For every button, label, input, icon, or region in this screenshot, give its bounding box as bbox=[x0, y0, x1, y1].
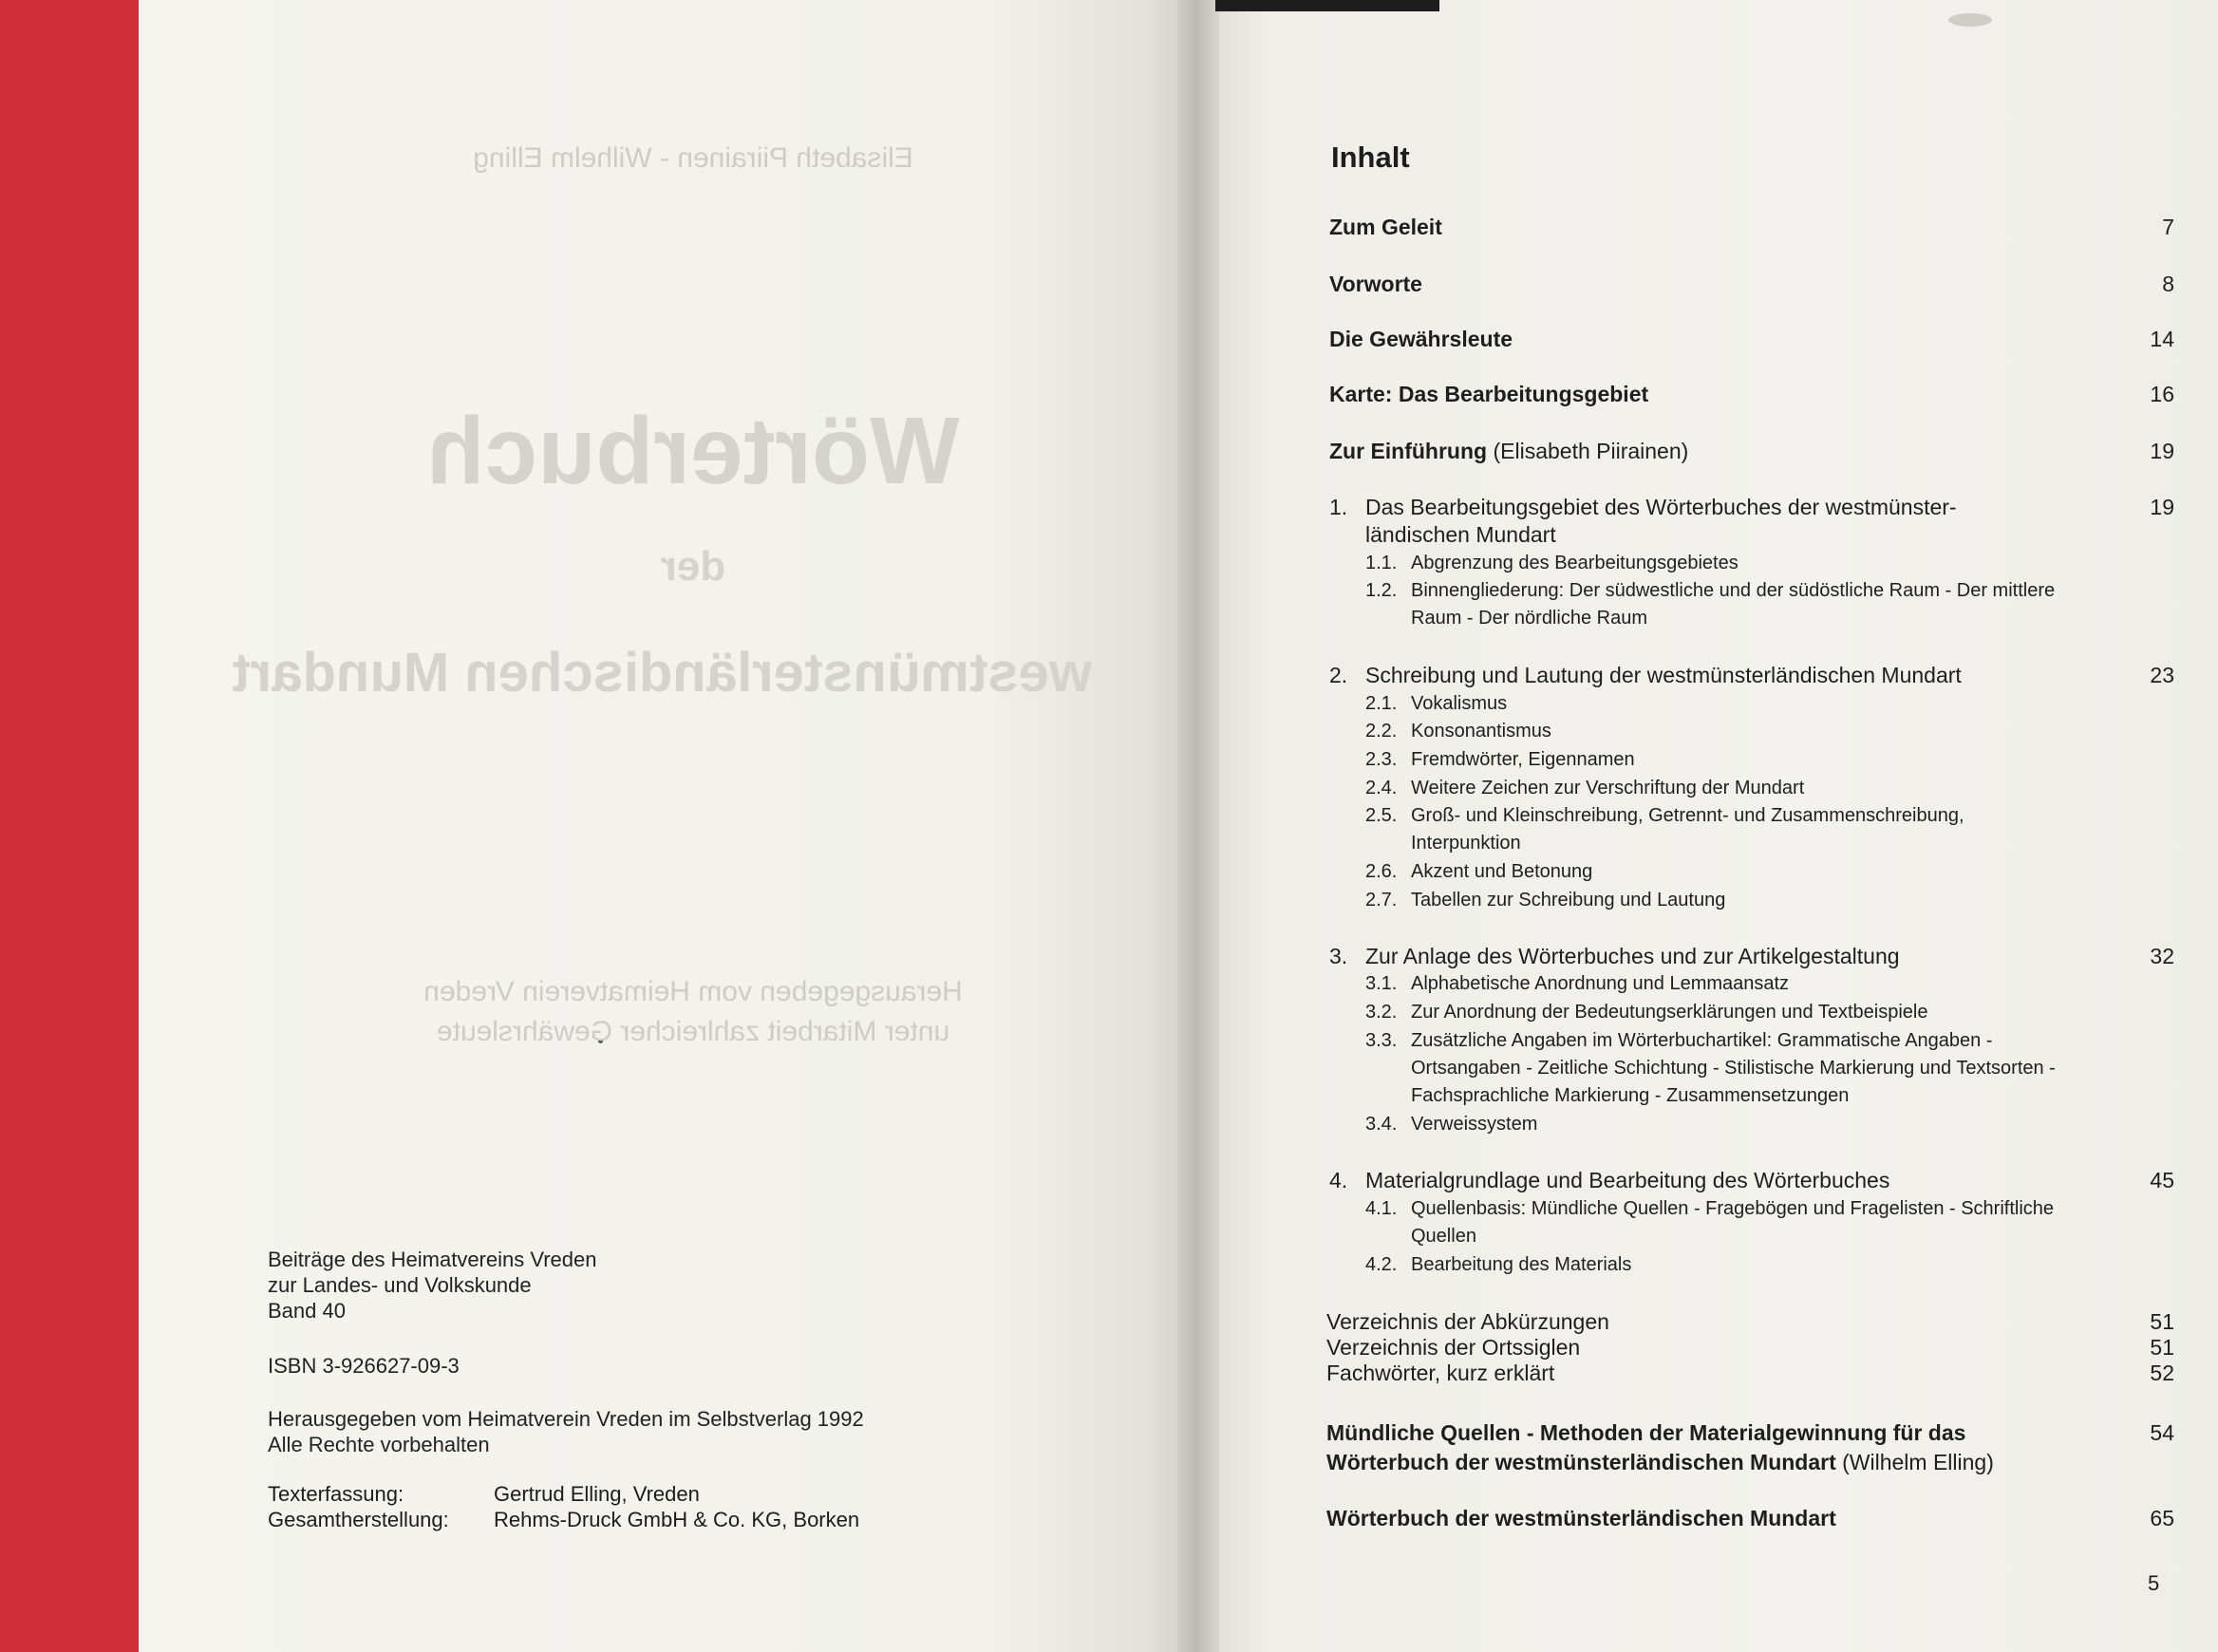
toc-entry-title: Karte: Das Bearbeitungsgebiet bbox=[1329, 382, 1649, 406]
toc-entry-page: 52 bbox=[2150, 1361, 2174, 1385]
isbn: ISBN 3-926627-09-3 bbox=[268, 1354, 460, 1378]
subsection-title: Fremdwörter, Eigennamen bbox=[1411, 749, 1635, 770]
subsection-number: 2.1. bbox=[1365, 693, 1398, 714]
toc-entry-title: Mündliche Quellen - Methoden der Materialgewinnung für das Wörterbuch der westmünsterländischen Mundart bbox=[1326, 1420, 1966, 1474]
credit-value: Rehms-Druck GmbH & Co. KG, Borken bbox=[494, 1508, 860, 1531]
credit-row bbox=[268, 1481, 859, 1507]
toc-entry bbox=[1326, 1418, 2174, 1477]
subsection-title: Tabellen zur Schreibung und Lautung bbox=[1411, 890, 1726, 910]
page-number: 5 bbox=[2148, 1571, 2160, 1595]
toc-entry-title: Wörterbuch der westmünsterländischen Mundart bbox=[1326, 1506, 1836, 1530]
subsection-number: 3.1. bbox=[1365, 973, 1398, 994]
chapter-title: Materialgrundlage und Bearbeitung des Wörterbuches bbox=[1365, 1168, 1890, 1192]
toc-entry-page: 54 bbox=[2150, 1420, 2174, 1445]
subsection-title: Zur Anordnung der Bedeutungserklärungen und Textbeispiele bbox=[1411, 1002, 1928, 1023]
toc-entry-page: 8 bbox=[2162, 272, 2174, 296]
subsection-number: 2.2. bbox=[1365, 721, 1398, 742]
subsection-number: 1.1. bbox=[1365, 553, 1398, 573]
subsection-number: 4.2. bbox=[1365, 1254, 1398, 1275]
toc-entry-title: Verzeichnis der Ortssiglen bbox=[1326, 1335, 1581, 1360]
credit-row bbox=[268, 1507, 859, 1532]
subsection-title: Binnengliederung: Der südwestliche und der südöstliche Raum - Der mittlere Raum - Der nördliche Raum bbox=[1411, 580, 2056, 629]
chapter-page: 32 bbox=[2150, 944, 2174, 968]
subsection-title: Verweissystem bbox=[1411, 1114, 1538, 1135]
toc-entry bbox=[1326, 1504, 2174, 1533]
toc-entry-page: 16 bbox=[2150, 382, 2174, 406]
publisher-info bbox=[268, 1406, 864, 1457]
toc-heading: Inhalt bbox=[1331, 141, 1410, 174]
chapter-title: Schreibung und Lautung der westmünsterländischen Mundart bbox=[1365, 663, 1962, 687]
ghost-publisher-line1: Herausgegeben vom Heimatverein Vreden bbox=[423, 976, 963, 1007]
publisher-line: Herausgegeben vom Heimatverein Vreden im Selbstverlag 1992 bbox=[268, 1407, 864, 1431]
chapter-page: 19 bbox=[2150, 495, 2174, 519]
toc-entry-page: 14 bbox=[2150, 327, 2174, 351]
subsection-title: Konsonantismus bbox=[1411, 721, 1551, 742]
subsection-title: Vokalismus bbox=[1411, 693, 1508, 714]
subsection-number: 2.5. bbox=[1365, 805, 1398, 826]
ghost-authors: Elisabeth Piirainen - Wilhelm Elling bbox=[473, 142, 913, 174]
subsection-number: 3.2. bbox=[1365, 1002, 1398, 1023]
subsection-title: Bearbeitung des Materials bbox=[1411, 1254, 1632, 1275]
toc-entry-title: Fachwörter, kurz erklärt bbox=[1326, 1361, 1555, 1385]
subsection-title: Groß- und Kleinschreibung, Getrennt- und Zusammenschreibung, Interpunktion bbox=[1411, 805, 1964, 854]
chapter-title: Zur Anlage des Wörterbuches und zur Artikelgestaltung bbox=[1365, 944, 1900, 968]
toc-entry-title: Zur Einführung bbox=[1329, 439, 1488, 463]
toc-entry-title: Die Gewährsleute bbox=[1329, 327, 1513, 351]
chapter-number: 3. bbox=[1329, 944, 1348, 968]
ghost-subtitle: westmünsterländischen Mundart bbox=[232, 642, 1092, 704]
chapter-number: 2. bbox=[1329, 663, 1348, 687]
ghost-title: Wörterbuch bbox=[426, 398, 960, 504]
toc-entry-page: 51 bbox=[2150, 1309, 2174, 1334]
toc-entry-title: Verzeichnis der Abkürzungen bbox=[1326, 1309, 1609, 1334]
subsection-number: 4.1. bbox=[1365, 1198, 1398, 1219]
subsection-title: Weitere Zeichen zur Verschriftung der Mundart bbox=[1411, 778, 1805, 798]
subsection-number: 3.4. bbox=[1365, 1114, 1398, 1135]
subsection-number: 1.2. bbox=[1365, 580, 1398, 601]
toc-entry-author: (Elisabeth Piirainen) bbox=[1493, 439, 1689, 463]
toc-entry-author: (Wilhelm Elling) bbox=[1842, 1450, 1994, 1474]
subsection-number: 2.7. bbox=[1365, 890, 1398, 910]
credit-label: Gesamtherstellung: bbox=[268, 1508, 449, 1531]
toc-entry-page: 19 bbox=[2150, 439, 2174, 463]
ghost-der: der bbox=[660, 543, 726, 590]
chapter-number: 4. bbox=[1329, 1168, 1348, 1192]
book-gutter bbox=[1177, 0, 1219, 1652]
toc-entry bbox=[1326, 1309, 2174, 1335]
subsection-title: Zusätzliche Angaben im Wörterbuchartikel: Grammatische Angaben - Ortsangaben - Zeitliche Schichtung - Stilistische Markierung und Textsorten - Fachsprachliche Markierung - Zusammensetzungen bbox=[1411, 1030, 2056, 1106]
credit-label: Texterfassung: bbox=[268, 1482, 404, 1506]
subsection-title: Alphabetische Anordnung und Lemmaansatz bbox=[1411, 973, 1790, 994]
series-line: Beiträge des Heimatvereins Vreden bbox=[268, 1248, 597, 1271]
toc-entry bbox=[1326, 1361, 2174, 1386]
subsection-title: Quellenbasis: Mündliche Quellen - Fragebögen und Fragelisten - Schriftliche Quellen bbox=[1411, 1198, 2055, 1247]
credits bbox=[268, 1481, 859, 1532]
ghost-publisher-line2: unter Mitarbeit zahlreicher Gewährsleute bbox=[436, 1016, 950, 1047]
book-cover-edge bbox=[0, 0, 139, 1652]
credit-value: Gertrud Elling, Vreden bbox=[494, 1482, 700, 1506]
series-line: Band 40 bbox=[268, 1299, 346, 1323]
subsection-number: 2.3. bbox=[1365, 749, 1398, 770]
toc-entry-page: 51 bbox=[2150, 1335, 2174, 1360]
toc-entry bbox=[1326, 1335, 2174, 1361]
series-line: zur Landes- und Volkskunde bbox=[268, 1273, 532, 1297]
toc-entry-title: Zum Geleit bbox=[1329, 215, 1442, 239]
chapter-title: Das Bearbeitungsgebiet des Wörterbuches der westmünster-ländischen Mundart bbox=[1365, 495, 1957, 547]
left-page bbox=[139, 0, 1185, 1652]
subsection-title: Abgrenzung des Bearbeitungsgebietes bbox=[1411, 553, 1739, 573]
toc-entry-title: Vorworte bbox=[1329, 272, 1422, 296]
series-info bbox=[268, 1247, 596, 1323]
publisher-line: Alle Rechte vorbehalten bbox=[268, 1433, 490, 1456]
chapter-page: 45 bbox=[2150, 1168, 2174, 1192]
subsection-title: Akzent und Betonung bbox=[1411, 861, 1593, 882]
chapter-number: 1. bbox=[1329, 495, 1348, 519]
toc-entry-page: 65 bbox=[2150, 1506, 2174, 1530]
table-of-contents bbox=[1326, 0, 2174, 1652]
toc-entry-page: 7 bbox=[2162, 215, 2174, 239]
subsection-number: 2.4. bbox=[1365, 778, 1398, 798]
subsection-number: 3.3. bbox=[1365, 1030, 1398, 1051]
subsection-number: 2.6. bbox=[1365, 861, 1398, 882]
chapter-page: 23 bbox=[2150, 663, 2174, 687]
